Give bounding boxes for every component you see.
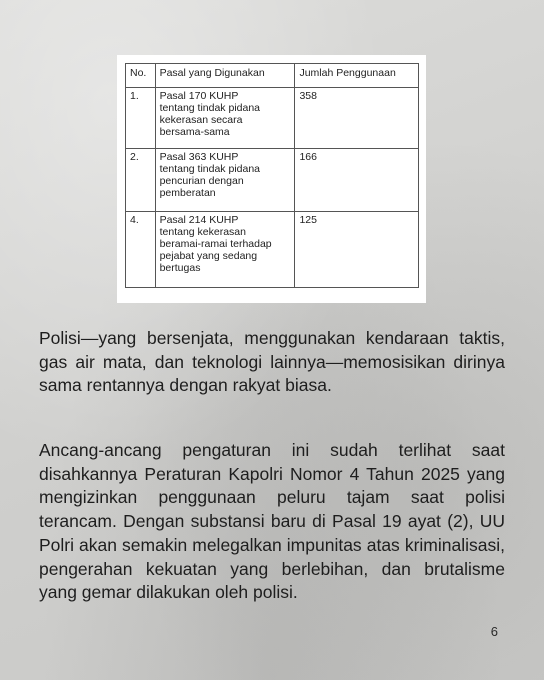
header-jumlah: Jumlah Penggunaan xyxy=(295,64,419,88)
paragraph-police-vulnerable: Polisi—yang bersenjata, menggunakan kendaraan taktis, gas air mata, dan teknologi lainnya—memosisikan dirinya sama rentannya dengan rakyat biasa. xyxy=(39,328,505,396)
table-row xyxy=(126,212,419,288)
row-pasal xyxy=(155,88,295,149)
row-pasal xyxy=(155,149,295,212)
row-jumlah: 125 xyxy=(295,212,419,288)
table-row xyxy=(126,88,419,149)
page-number: 6 xyxy=(490,624,498,639)
row-no: 1. xyxy=(126,88,156,149)
row-jumlah: 166 xyxy=(295,149,419,212)
pasal-title: Pasal 363 KUHP xyxy=(159,151,239,163)
pasal-description: tentang tindak pidana pencurian dengan pemberatan xyxy=(159,163,261,199)
table-image xyxy=(117,55,426,303)
row-pasal xyxy=(155,212,295,288)
pasal-description: tentang kekerasan beramai-ramai terhadap pejabat yang sedang bertugas xyxy=(159,226,272,274)
header-no: No. xyxy=(126,64,156,88)
pasal-title: Pasal 170 KUHP xyxy=(159,90,239,102)
pasal-description: tentang tindak pidana kekerasan secara bersama-sama xyxy=(159,102,261,138)
row-jumlah: 358 xyxy=(295,88,419,149)
table-row xyxy=(126,149,419,212)
row-no: 2. xyxy=(126,149,156,212)
usage-table xyxy=(125,63,419,288)
row-no: 4. xyxy=(126,212,156,288)
header-pasal: Pasal yang Digunakan xyxy=(155,64,295,88)
table-header-row xyxy=(126,64,419,88)
paragraph-regulation: Ancang-ancang pengaturan ini sudah terlihat saat disahkannya Peraturan Kapolri Nomor 4 Tahun 2025 yang mengizinkan penggunaan peluru tajam saat polisi terancam. Dengan substansi baru di Pasal 19 ayat (2), UU Polri akan semakin melegalkan impunitas atas kriminalisasi, pengerahan kekuatan yang berlebihan, dan brutalisme yang gemar dilakukan oleh polisi. xyxy=(39,440,505,603)
pasal-title: Pasal 214 KUHP xyxy=(159,214,239,226)
